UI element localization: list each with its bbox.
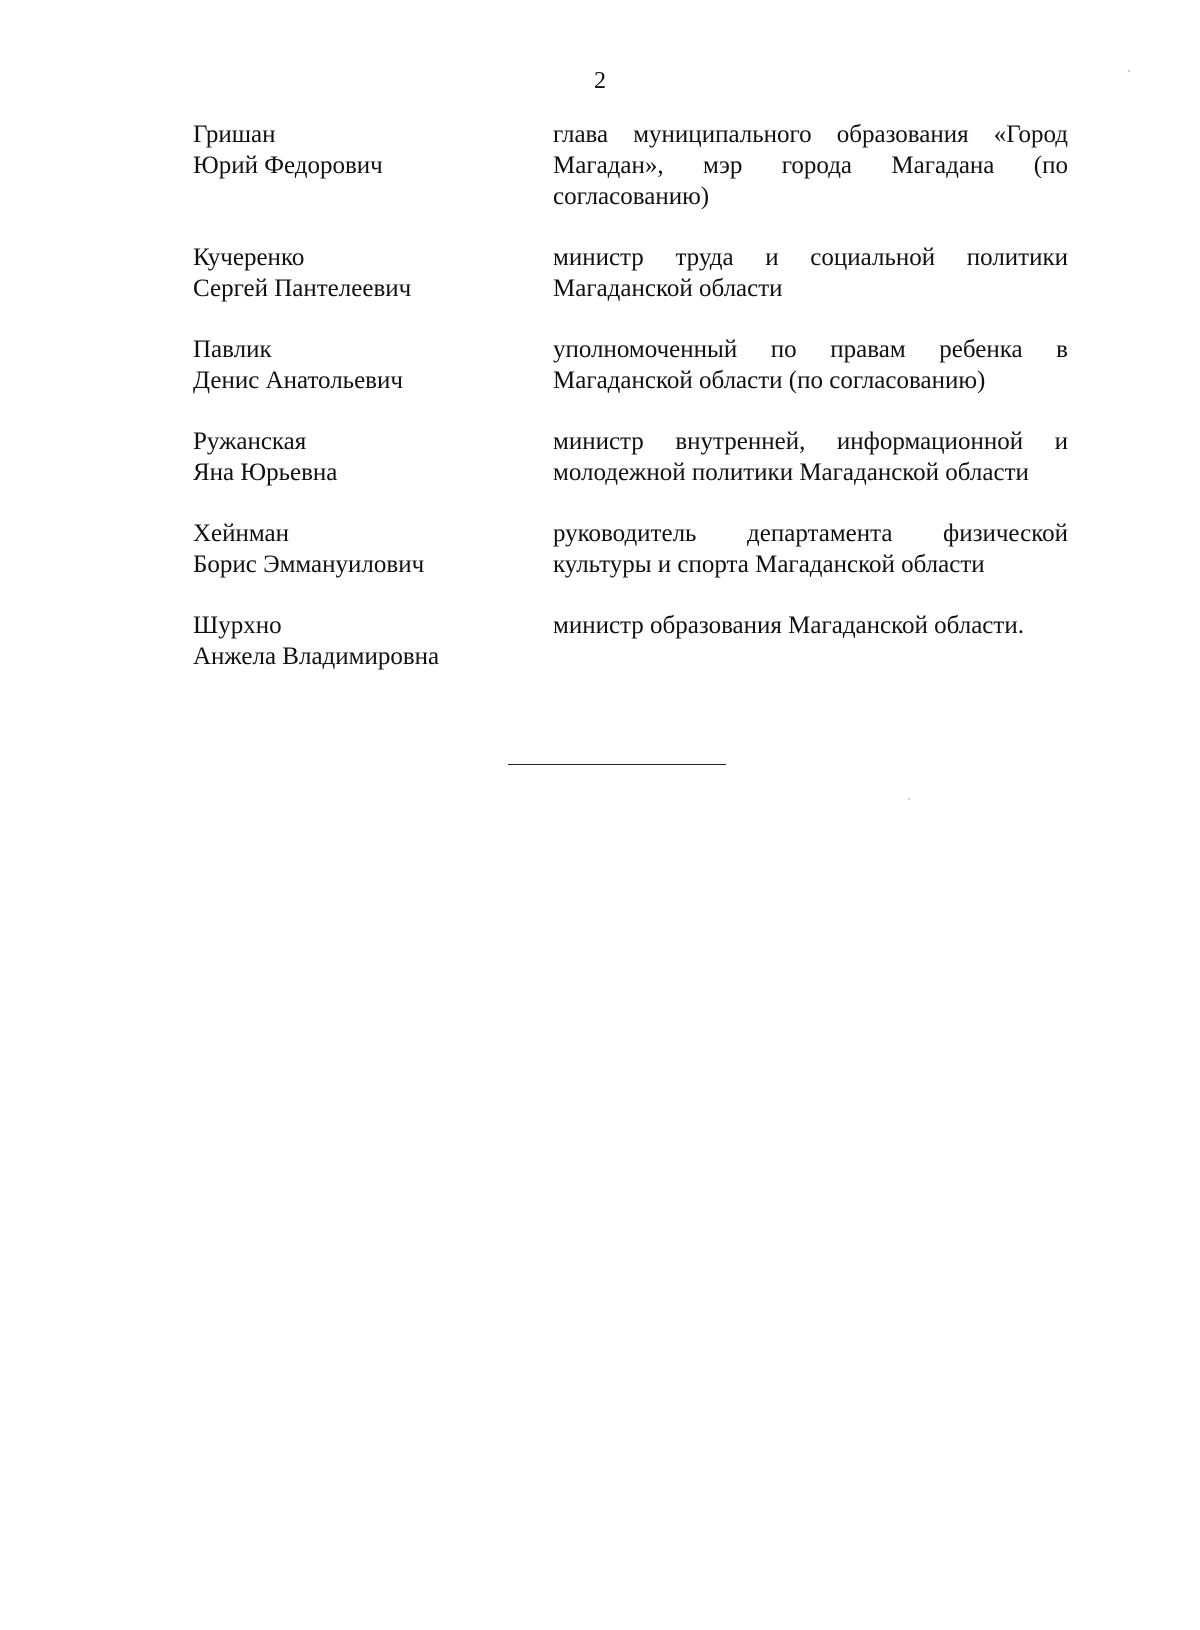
member-role: уполномоченный по правам ребенка в Магаданской области (по согласованию) (553, 336, 1068, 394)
member-given-names: Сергей Пантелеевич (193, 275, 412, 302)
member-given-names: Юрий Федорович (193, 152, 383, 179)
page-number: 2 (594, 68, 606, 94)
member-role: министр образования Магаданской области. (553, 612, 1024, 639)
member-row-kheinman (193, 518, 1068, 580)
member-row-ruzhanskaya (193, 426, 1068, 488)
member-role: глава муниципального образования «Город Магадан», мэр города Магадана (по согласованию) (553, 121, 1068, 210)
member-given-names: Борис Эммануилович (193, 551, 425, 578)
member-name (193, 119, 553, 212)
member-surname: Шурхно (193, 612, 282, 639)
member-name (193, 426, 553, 488)
member-surname: Павлик (193, 336, 272, 363)
member-row-pavlik (193, 334, 1068, 396)
member-surname: Гришан (193, 121, 276, 148)
member-row-kucherenko (193, 242, 1068, 304)
member-role: руководитель департамента физической культуры и спорта Магаданской области (553, 520, 1068, 578)
member-role: министр внутренней, информационной и молодежной политики Магаданской области (553, 428, 1068, 486)
member-surname: Ружанская (193, 428, 307, 455)
end-of-list-rule (508, 764, 726, 765)
scan-speck (1128, 70, 1130, 72)
member-given-names: Денис Анатольевич (193, 367, 403, 394)
member-name (193, 242, 553, 304)
member-name (193, 518, 553, 580)
member-given-names: Анжела Владимировна (193, 643, 440, 670)
member-surname: Хейнман (193, 520, 290, 547)
member-name (193, 610, 553, 672)
member-row-shurkhno (193, 610, 1068, 672)
member-name (193, 334, 553, 396)
member-list (193, 119, 1068, 702)
member-role: министр труда и социальной политики Магаданской области (553, 244, 1068, 302)
member-row-grishan (193, 119, 1068, 212)
member-given-names: Яна Юрьевна (193, 459, 338, 486)
member-surname: Кучеренко (193, 244, 305, 271)
scan-speck (908, 798, 910, 800)
